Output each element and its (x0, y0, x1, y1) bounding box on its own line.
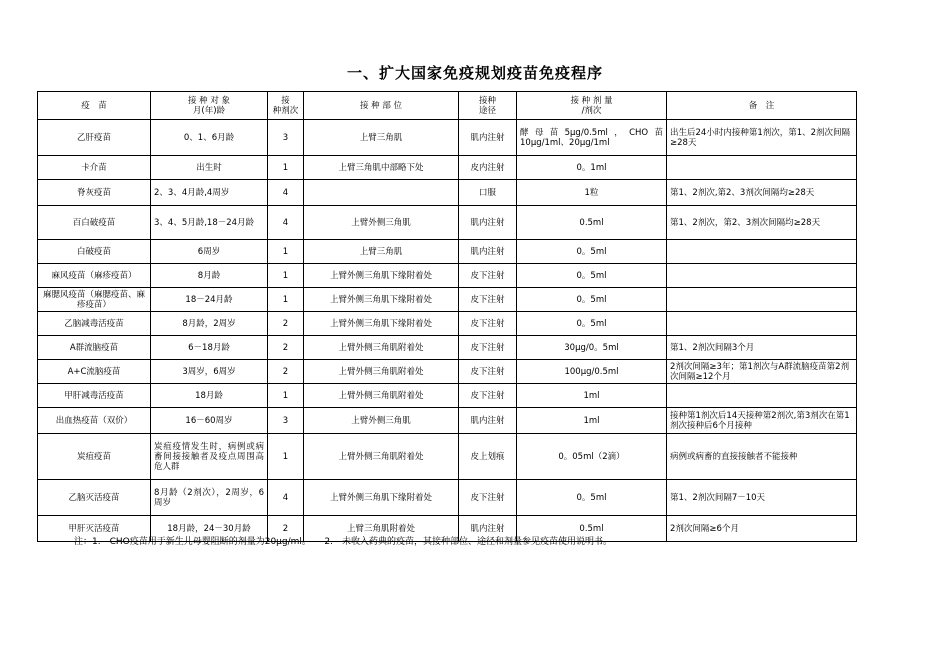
cell-doses: 1 (268, 434, 304, 480)
cell-route: 肌内注射 (459, 240, 517, 264)
cell-route: 肌内注射 (459, 408, 517, 434)
header-vaccine (38, 92, 151, 120)
header-route (459, 92, 517, 120)
cell-site: 上臂外侧三角肌下缘附着处 (304, 312, 459, 336)
cell-site: 上臂外侧三角肌附着处 (304, 336, 459, 360)
cell-dose: 0。05ml（2滴） (517, 434, 667, 480)
cell-dose: 0。1ml (517, 156, 667, 180)
cell-remark: 第1、2剂次,第2、3剂次间隔均≥28天 (667, 180, 857, 206)
cell-dose: 1ml (517, 384, 667, 408)
cell-vaccine: 卡介苗 (38, 156, 151, 180)
cell-vaccine: 乙脑灭活疫苗 (38, 480, 151, 516)
cell-remark: 出生后24小时内接种第1剂次，第1、2剂次间隔≥28天 (667, 120, 857, 156)
cell-doses: 2 (268, 516, 304, 542)
cell-route: 皮下注射 (459, 384, 517, 408)
table-row (38, 240, 857, 264)
header-target-line2: 月(年)龄 (192, 105, 226, 116)
cell-vaccine: 麻风疫苗（麻疹疫苗） (38, 264, 151, 288)
header-remark (667, 92, 857, 120)
cell-remark: 第1、2剂次间隔3个月 (667, 336, 857, 360)
header-doses (268, 92, 304, 120)
cell-site: 上臂外侧三角肌 (304, 408, 459, 434)
cell-route: 肌内注射 (459, 206, 517, 240)
header-dose-line1: 接 种 剂 量 (570, 95, 613, 106)
cell-target: 2、3、4月龄,4周岁 (151, 180, 268, 206)
cell-remark: 2剂次间隔≥3年；第1剂次与A群流脑疫苗第2剂次间隔≥12个月 (667, 360, 857, 384)
cell-site: 上臂外侧三角肌附着处 (304, 384, 459, 408)
table-row (38, 312, 857, 336)
cell-remark: 接种第1剂次后14天接种第2剂次,第3剂次在第1剂次接种后6个月接种 (667, 408, 857, 434)
cell-target: 3、4、5月龄,18－24月龄 (151, 206, 268, 240)
cell-dose: 30μg/0。5ml (517, 336, 667, 360)
table-row (38, 180, 857, 206)
cell-route: 皮内注射 (459, 156, 517, 180)
cell-target: 18月龄 (151, 384, 268, 408)
cell-site: 上臂三角肌附着处 (304, 516, 459, 542)
cell-dose: 100μg/0.5ml (517, 360, 667, 384)
table-row (38, 480, 857, 516)
cell-site (304, 180, 459, 206)
footnote: 注：1. CHO疫苗用于新生儿母婴阻断的剂量为20μg/ml。 2. 未收入药典的疫苗，其接种部位、途径和剂量参见疫苗使用说明书。 (74, 537, 613, 547)
cell-site: 上臂三角肌 (304, 240, 459, 264)
table-row (38, 434, 857, 480)
cell-dose: 0。5ml (517, 288, 667, 312)
cell-route: 口服 (459, 180, 517, 206)
cell-route: 皮下注射 (459, 288, 517, 312)
cell-remark (667, 156, 857, 180)
cell-doses: 2 (268, 360, 304, 384)
cell-vaccine: 炭疽疫苗 (38, 434, 151, 480)
cell-target: 炭疽疫情发生时，病例或病畜间接接触者及疫点周围高危人群 (151, 434, 268, 480)
cell-doses: 3 (268, 120, 304, 156)
immunization-schedule-table (37, 91, 857, 542)
header-route-line1: 接种 (478, 95, 496, 106)
cell-target: 3周岁，6周岁 (151, 360, 268, 384)
cell-dose: 1ml (517, 408, 667, 434)
cell-doses: 1 (268, 384, 304, 408)
cell-remark: 第1、2剂次，第2、3剂次间隔均≥28天 (667, 206, 857, 240)
cell-route: 皮下注射 (459, 264, 517, 288)
cell-route: 皮下注射 (459, 360, 517, 384)
cell-vaccine: 百白破疫苗 (38, 206, 151, 240)
table-row (38, 120, 857, 156)
header-doses-line1: 接 (281, 95, 290, 106)
cell-vaccine: 乙脑减毒活疫苗 (38, 312, 151, 336)
cell-doses: 4 (268, 480, 304, 516)
header-remark-text: 备 注 (748, 100, 775, 111)
cell-target: 6－18月龄 (151, 336, 268, 360)
cell-doses: 4 (268, 206, 304, 240)
cell-remark: 病例或病畜的直接接触者不能接种 (667, 434, 857, 480)
header-target-line1: 接 种 对 象 (187, 95, 231, 106)
cell-target: 8月龄（2剂次），2周岁，6周岁 (151, 480, 268, 516)
cell-site: 上臂外侧三角肌附着处 (304, 434, 459, 480)
cell-site: 上臂三角肌 (304, 120, 459, 156)
table-row (38, 206, 857, 240)
cell-vaccine: 甲肝灭活疫苗 (38, 516, 151, 542)
cell-dose: 0。5ml (517, 480, 667, 516)
cell-doses: 3 (268, 408, 304, 434)
cell-dose: 酵母苗5μg/0.5ml，CHO苗10μg/1ml、20μg/1ml (517, 120, 667, 156)
cell-remark: 第1、2剂次间隔7－10天 (667, 480, 857, 516)
cell-target: 18月龄，24－30月龄 (151, 516, 268, 542)
cell-dose: 0。5ml (517, 240, 667, 264)
header-vaccine-text: 疫 苗 (81, 100, 107, 111)
table-row (38, 156, 857, 180)
cell-vaccine: A群流脑疫苗 (38, 336, 151, 360)
cell-dose: 0。5ml (517, 264, 667, 288)
cell-route: 皮上划痕 (459, 434, 517, 480)
cell-remark (667, 384, 857, 408)
cell-site: 上臂外侧三角肌 (304, 206, 459, 240)
cell-route: 肌内注射 (459, 516, 517, 542)
header-site (304, 92, 459, 120)
table-row (38, 360, 857, 384)
cell-target: 0、1、6月龄 (151, 120, 268, 156)
cell-vaccine: 脊灰疫苗 (38, 180, 151, 206)
cell-vaccine: 出血热疫苗（双价） (38, 408, 151, 434)
cell-doses: 1 (268, 240, 304, 264)
cell-doses: 2 (268, 336, 304, 360)
cell-route: 肌内注射 (459, 120, 517, 156)
cell-vaccine: 乙肝疫苗 (38, 120, 151, 156)
cell-route: 皮下注射 (459, 312, 517, 336)
header-dose (517, 92, 667, 120)
cell-doses: 4 (268, 180, 304, 206)
table-body (38, 120, 857, 542)
cell-doses: 1 (268, 156, 304, 180)
table-row (38, 288, 857, 312)
cell-remark: 2剂次间隔≥6个月 (667, 516, 857, 542)
cell-dose: 1粒 (517, 180, 667, 206)
table-row (38, 384, 857, 408)
header-doses-line2: 种剂次 (272, 105, 299, 116)
page-title: 一、扩大国家免疫规划疫苗免疫程序 (346, 64, 603, 82)
cell-doses: 2 (268, 312, 304, 336)
table-row (38, 408, 857, 434)
cell-remark (667, 288, 857, 312)
cell-site: 上臂外侧三角肌下缘附着处 (304, 480, 459, 516)
header-target (151, 92, 268, 120)
cell-remark (667, 240, 857, 264)
cell-route: 皮下注射 (459, 480, 517, 516)
cell-dose: 0.5ml (517, 516, 667, 542)
header-route-line2: 途径 (478, 105, 496, 116)
cell-site: 上臂外侧三角肌下缘附着处 (304, 288, 459, 312)
cell-target: 6周岁 (151, 240, 268, 264)
cell-remark (667, 312, 857, 336)
cell-remark (667, 264, 857, 288)
cell-target: 18－24月龄 (151, 288, 268, 312)
cell-site: 上臂三角肌中部略下处 (304, 156, 459, 180)
cell-target: 出生时 (151, 156, 268, 180)
cell-site: 上臂外侧三角肌附着处 (304, 360, 459, 384)
cell-dose: 0。5ml (517, 312, 667, 336)
cell-dose: 0.5ml (517, 206, 667, 240)
cell-route: 皮下注射 (459, 336, 517, 360)
cell-vaccine: 白破疫苗 (38, 240, 151, 264)
cell-target: 8月龄，2周岁 (151, 312, 268, 336)
header-site-text: 接 种 部 位 (359, 100, 403, 111)
table-header-row (38, 92, 857, 120)
cell-site: 上臂外侧三角肌下缘附着处 (304, 264, 459, 288)
header-dose-line2: /剂次 (581, 105, 602, 116)
table-row (38, 264, 857, 288)
cell-doses: 1 (268, 264, 304, 288)
table-row (38, 336, 857, 360)
cell-doses: 1 (268, 288, 304, 312)
cell-vaccine: A+C流脑疫苗 (38, 360, 151, 384)
cell-target: 8月龄 (151, 264, 268, 288)
cell-target: 16－60周岁 (151, 408, 268, 434)
cell-vaccine: 甲肝减毒活疫苗 (38, 384, 151, 408)
cell-vaccine: 麻腮风疫苗（麻腮疫苗、麻疹疫苗） (38, 288, 151, 312)
